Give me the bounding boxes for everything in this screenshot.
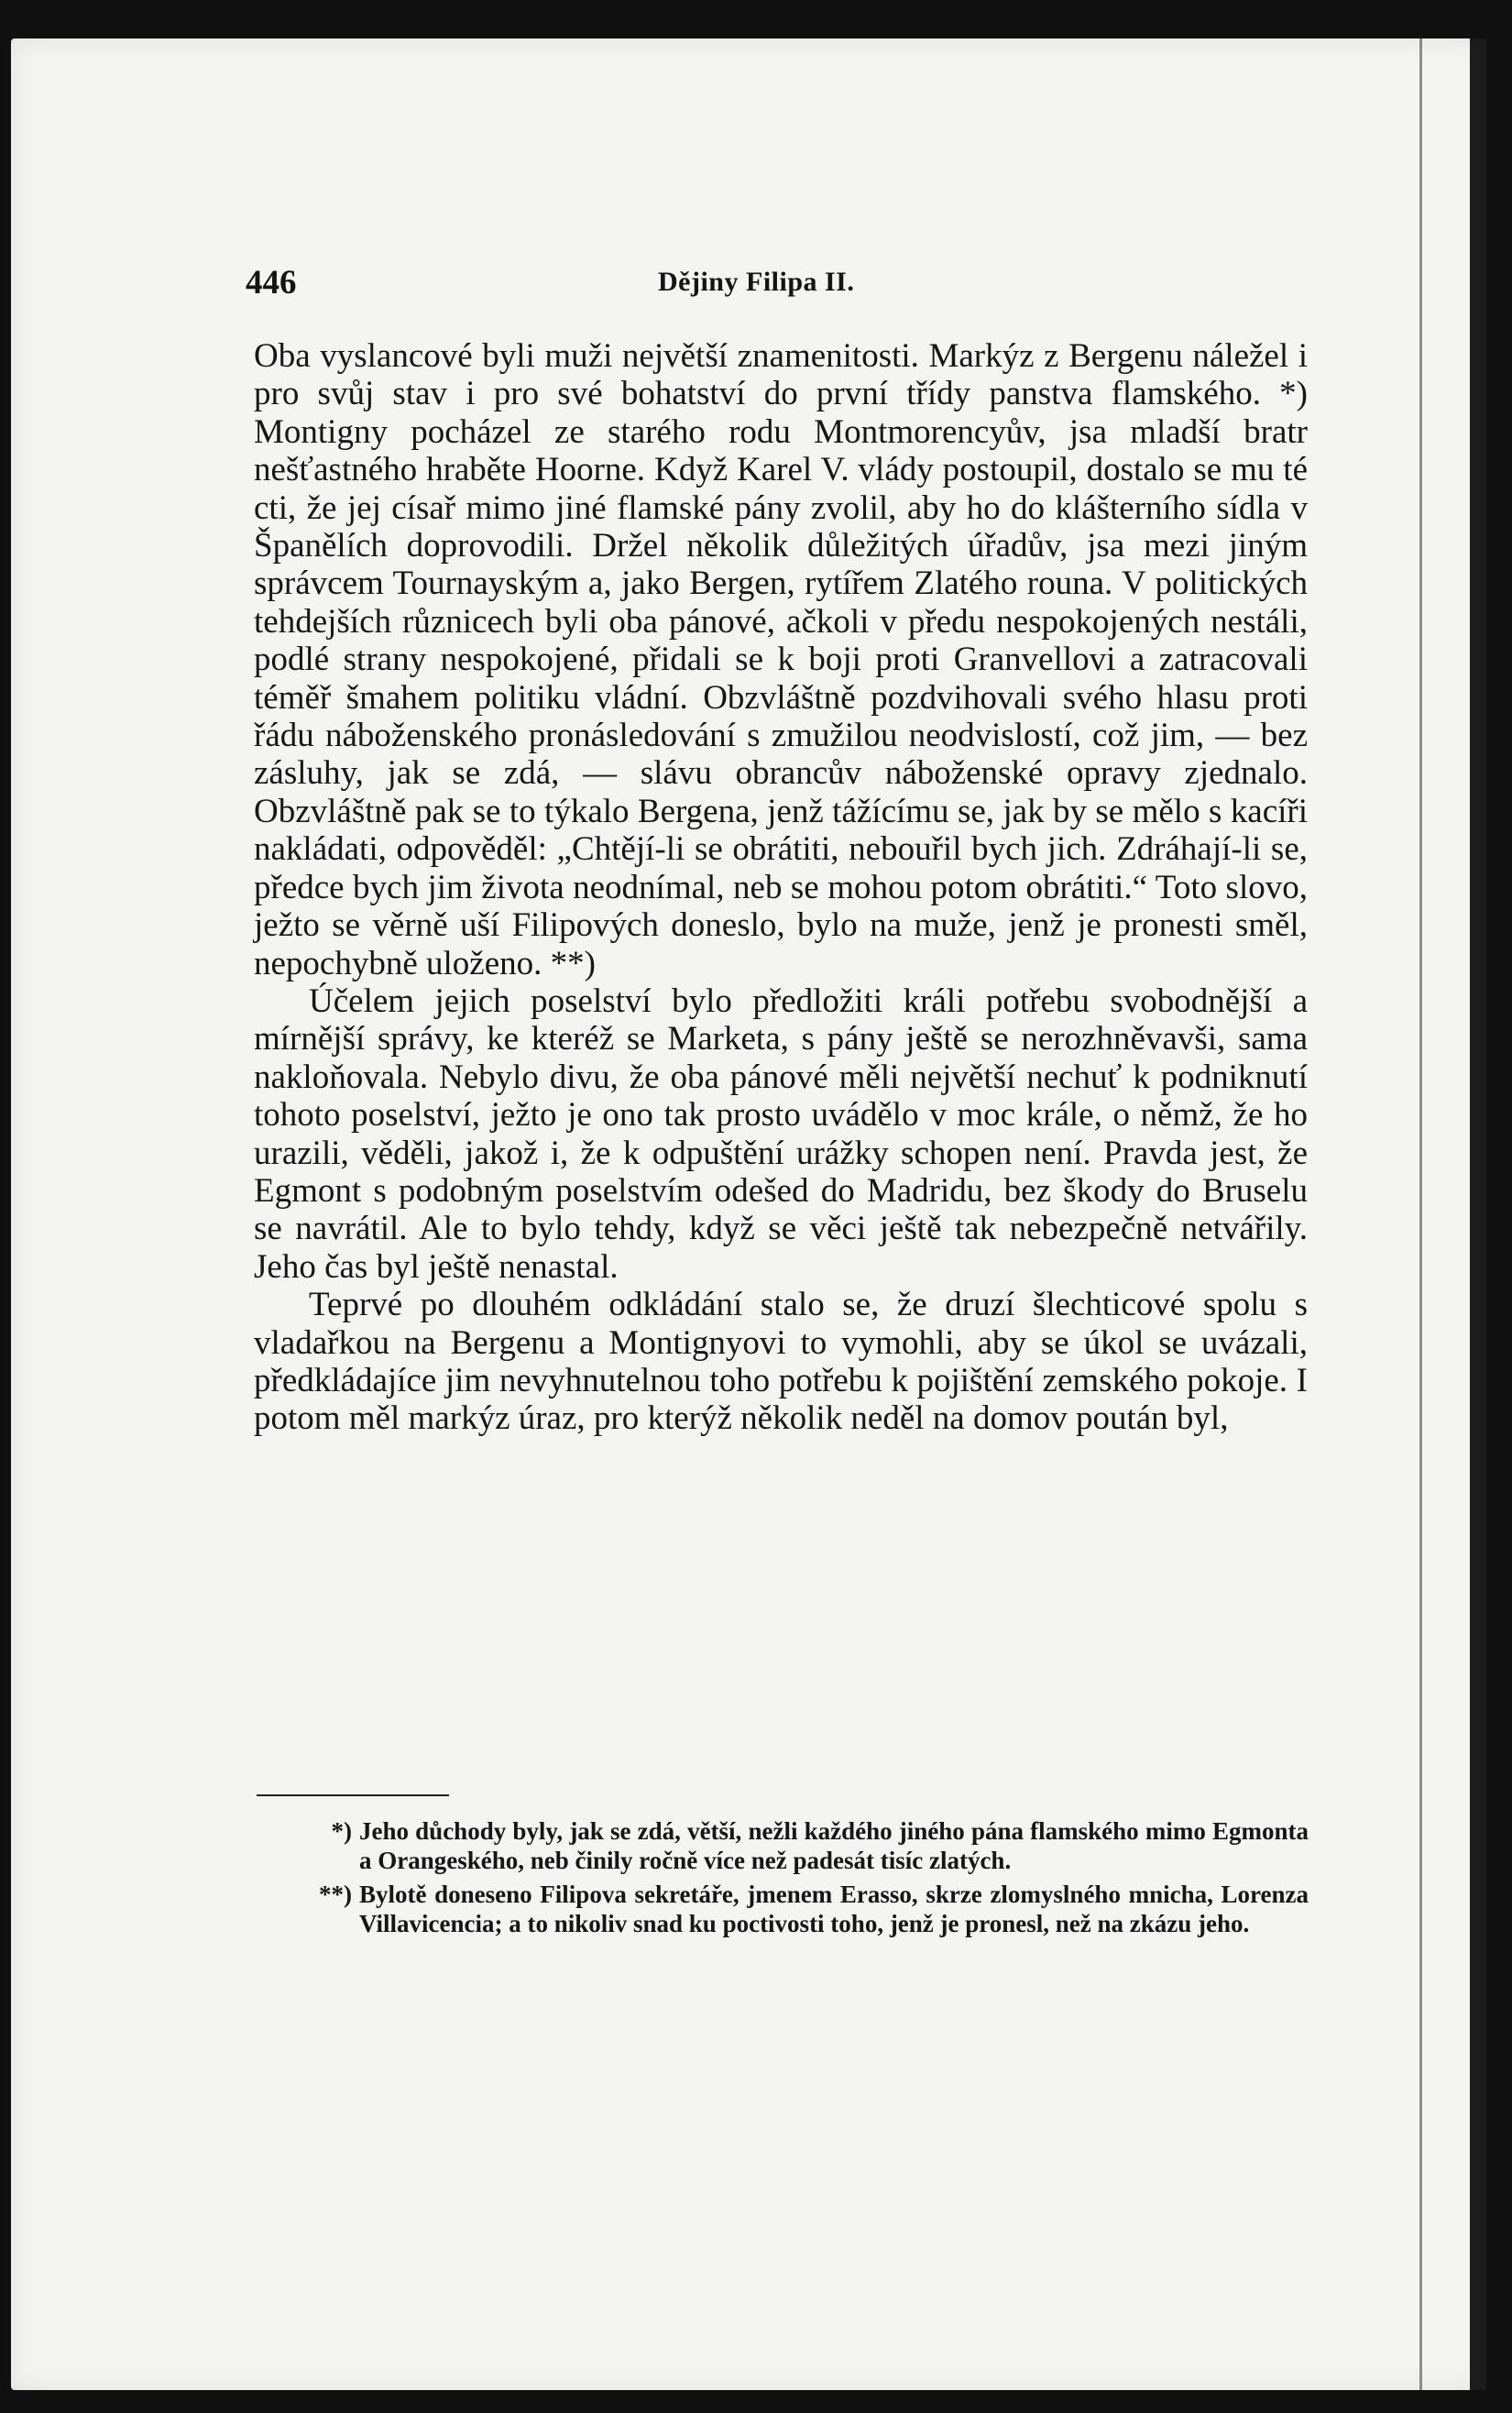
paragraph: Oba vyslancové byli muži největší znamenitosti. Markýz z Bergenu náležel i pro svůj stav i pro své bohatství do první třídy panstva flamského. *) Montigny pocházel ze starého rodu Montmorencyův, jsa mladší bratr nešťastného hraběte Hoorne. Když Karel V. vlády postoupil, dostalo se mu té cti, že jej císař mimo jiné flamské pány zvolil, aby ho do klášterního sídla v Španělích doprovodili. Držel několik důležitých úřadův, jsa mezi jiným správcem Tournayským a, jako Bergen, rytířem Zlatého rouna. V politických tehdejších různicech byli oba pánové, ačkoli v předu nespokojených nestáli, podlé strany nespokojené, přidali se k boji proti Granvellovi a zatracovali téměř šmahem politiku vládní. Obzvláštně pozdvihovali svého hlasu proti řádu náboženského pronásledování s zmužilou neodvislostí, což jim, — bez zásluhy, jak se zdá, — slávu obrancův náboženské opravy zjednalo. Obzvláštně pak se to týkalo Bergena, jenž tážícímu se, jak by se mělo s kacíři nakládati, odpověděl: „Chtějí-li se obrátiti, nebouřil bych jich. Zdráhají-li se, předce bych jim života neodnímal, neb se mohou potom obrátiti.“ Toto slovo, ježto se věrně uší Filipových doneslo, bylo na muže, jenž je pronesti směl, nepochybně uloženo. **) [254, 337, 1308, 982]
footnote-text: Bylotě doneseno Filipova sekretáře, jmenem Erasso, skrze zlomyslného mnicha, Lorenza Villavicencia; a to nikoliv snad ku poctivosti toho, jenž je pronesl, než na zkázu jeho. [359, 1881, 1309, 1937]
footnote [291, 1881, 1309, 1938]
paragraph: Účelem jejich poselství bylo předložiti králi potřebu svobodnější a mírnější správy, ke kteréž se Marketa, s pány ještě se nerozhněvavši, sama nakloňovala. Nebylo divu, že oba pánové měli největší nechuť k podniknutí tohoto poselství, ježto je ono tak prosto uvádělo v moc krále, o němž, že ho urazili, věděli, jakož i, že k odpuštění urážky schopen není. Pravda jest, že Egmont s podobným poselstvím odešed do Madridu, bez škody do Bruselu se navrátil. Ale to bylo tehdy, když se věci ještě tak nebezpečně netvářily. Jeho čas byl ještě nenastal. [254, 982, 1308, 1286]
footnote-divider [257, 1794, 449, 1796]
page-number: 446 [246, 264, 297, 302]
footnote [291, 1817, 1309, 1875]
paragraph: Teprvé po dlouhém odkládání stalo se, že druzí šlechticové spolu s vladařkou na Bergenu a Montignyovi to vymohli, aby se úkol se uvázali, předkládajíce jim nevyhnutelnou toho potřebu k pojištění zemského pokoje. I potom měl markýz úraz, pro kterýž několik neděl na domov poután byl, [254, 1286, 1308, 1438]
footnote-text: Jeho důchody byly, jak se zdá, větší, nežli každého jiného pána flamského mimo Egmonta a Orangeského, neb činily ročně více než padesát tisíc zlatých. [359, 1817, 1309, 1874]
page-header [246, 263, 1314, 309]
main-text [254, 337, 1308, 1438]
footnote-mark: **) [319, 1881, 352, 1909]
footnotes [291, 1817, 1309, 1938]
page-edge-line [1419, 38, 1422, 2390]
footnote-mark: *) [331, 1817, 352, 1845]
page-edge-shadow [1470, 38, 1486, 2390]
running-title: Dějiny Filipa II. [658, 267, 855, 297]
